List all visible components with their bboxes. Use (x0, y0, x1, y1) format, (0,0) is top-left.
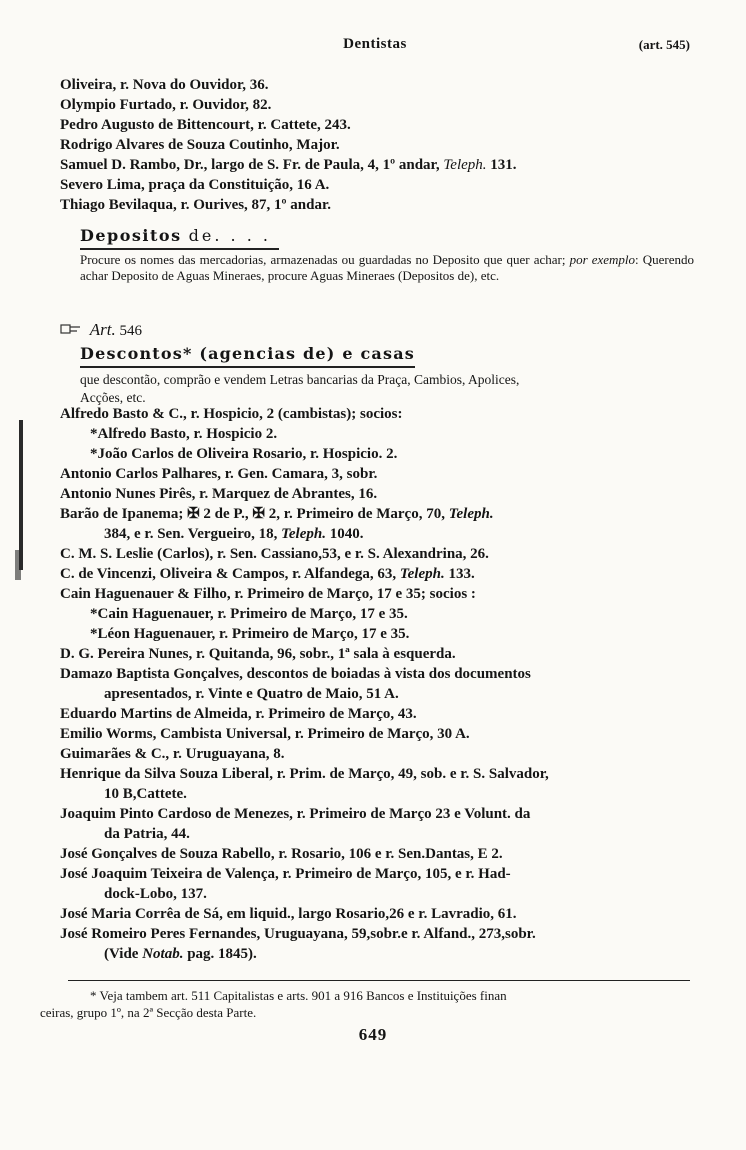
list-item: José Gonçalves de Souza Rabello, r. Rosario, 106 e r. Sen.Dantas, E 2. (60, 846, 503, 862)
list-item: Alfredo Basto & C., r. Hospicio, 2 (cambistas); socios: (60, 406, 403, 422)
list-item: Severo Lima, praça da Constituição, 16 A. (60, 177, 330, 193)
list-item: da Patria, 44. (104, 826, 190, 842)
list-item: (Vide Notab. pag. 1845). (104, 946, 257, 962)
list-item: Antonio Nunes Pirês, r. Marquez de Abrantes, 16. (60, 486, 378, 502)
list-item: D. G. Pereira Nunes, r. Quitanda, 96, sobr., 1ª sala à esquerda. (60, 646, 456, 662)
list-item: C. de Vincenzi, Oliveira & Campos, r. Alfandega, 63, Teleph. 133. (60, 566, 475, 582)
list-item: Eduardo Martins de Almeida, r. Primeiro de Março, 43. (60, 706, 417, 722)
list-item: dock-Lobo, 137. (104, 886, 207, 902)
page-header (60, 36, 690, 56)
section-description: que descontão, comprão e vendem Letras bancarias da Praça, Cambios, Apolices, Acções, etc. (80, 372, 520, 405)
list-item: Joaquim Pinto Cardoso de Menezes, r. Primeiro de Março 23 e Volunt. da (60, 806, 531, 822)
page-number: 649 (358, 1025, 388, 1044)
section-heading: Descontos* (agencias de) e casas (80, 344, 415, 368)
list-item: Oliveira, r. Nova do Ouvidor, 36. (60, 77, 269, 93)
margin-ink-mark (19, 420, 23, 570)
list-item: *Alfredo Basto, r. Hospicio 2. (90, 426, 278, 442)
margin-ink-mark (15, 550, 21, 580)
list-item: Damazo Baptista Gonçalves, descontos de boiadas à vista dos documentos (60, 666, 531, 682)
list-item: Thiago Bevilaqua, r. Ourives, 87, 1º andar. (60, 197, 331, 213)
list-item: Guimarães & C., r. Uruguayana, 8. (60, 746, 285, 762)
section-description: Procure os nomes das mercadorias, armazenadas ou guardadas no Deposito que quer achar; por exemplo: Querendo achar Deposito de Aguas Mineraes, procure Aguas Mineraes (Depositos de), etc. (80, 252, 694, 283)
list-item: Barão de Ipanema; ✠ 2 de P., ✠ 2, r. Primeiro de Março, 70, Teleph. (60, 506, 494, 522)
depositos-section (80, 226, 694, 284)
list-item: *João Carlos de Oliveira Rosario, r. Hospicio. 2. (90, 446, 398, 462)
list-item: apresentados, r. Vinte e Quatro de Maio, 51 A. (104, 686, 399, 702)
descontos-list (60, 404, 700, 964)
list-item: *Cain Haguenauer, r. Primeiro de Março, 17 e 35. (90, 606, 408, 622)
article-header (60, 320, 700, 342)
article-line: Art. 546 (60, 320, 700, 342)
list-item: 10 B,Cattete. (104, 786, 187, 802)
list-item: Henrique da Silva Souza Liberal, r. Prim. de Março, 49, sob. e r. S. Salvador, (60, 766, 549, 782)
dentistas-list (60, 75, 700, 215)
list-item: José Maria Corrêa de Sá, em liquid., largo Rosario,26 e r. Lavradio, 61. (60, 906, 517, 922)
list-item: *Léon Haguenauer, r. Primeiro de Março, 17 e 35. (90, 626, 410, 642)
footnote-divider (68, 980, 690, 981)
list-item: Emilio Worms, Cambista Universal, r. Primeiro de Março, 30 A. (60, 726, 470, 742)
list-item: C. M. S. Leslie (Carlos), r. Sen. Cassiano,53, e r. S. Alexandrina, 26. (60, 546, 489, 562)
list-item: 384, e r. Sen. Vergueiro, 18, Teleph. 1040. (104, 526, 364, 542)
list-item: Samuel D. Rambo, Dr., largo de S. Fr. de Paula, 4, 1º andar, Teleph. 131. (60, 157, 517, 173)
pointing-hand-icon (60, 322, 82, 336)
section-heading: Depositos de. . . . (80, 226, 279, 250)
article-reference: (art. 545) (638, 37, 690, 52)
list-item: Rodrigo Alvares de Souza Coutinho, Major. (60, 137, 340, 153)
descontos-section (80, 344, 694, 407)
list-item: José Romeiro Peres Fernandes, Uruguayana, 59,sobr.e r. Alfand., 273,sobr. (60, 926, 536, 942)
list-item: Antonio Carlos Palhares, r. Gen. Camara, 3, sobr. (60, 466, 378, 482)
running-title: Dentistas (343, 36, 407, 52)
list-item: Pedro Augusto de Bittencourt, r. Cattete, 243. (60, 117, 351, 133)
footnote: * Veja tambem art. 511 Capitalistas e arts. 901 a 916 Bancos e Instituições finan ceiras, grupo 1º, na 2ª Secção desta Parte. (40, 988, 507, 1020)
list-item: Olympio Furtado, r. Ouvidor, 82. (60, 97, 272, 113)
list-item: José Joaquim Teixeira de Valença, r. Primeiro de Março, 105, e r. Had- (60, 866, 511, 882)
list-item: Cain Haguenauer & Filho, r. Primeiro de Março, 17 e 35; socios : (60, 586, 476, 602)
